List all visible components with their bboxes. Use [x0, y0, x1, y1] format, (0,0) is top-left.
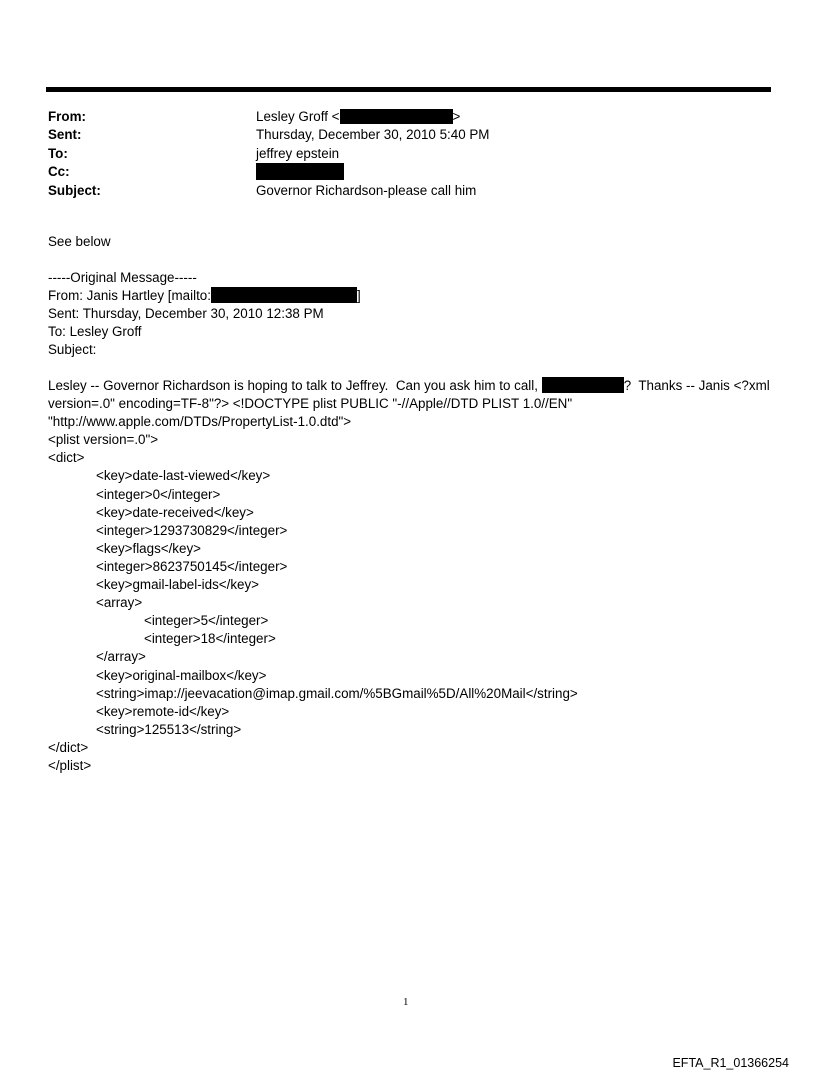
sent-label: Sent: — [48, 127, 82, 143]
message-text-start: Lesley -- Governor Richardson is hoping to talk to Jeffrey. Can you ask him to call, — [48, 378, 542, 393]
original-from-text: From: Janis Hartley [mailto: — [48, 288, 211, 304]
message-body — [48, 377, 783, 775]
xml-line: <integer>8623750145</integer> — [96, 558, 288, 574]
from-name: Lesley Groff < — [256, 109, 340, 124]
original-from-close: ] — [356, 288, 361, 304]
xml-line: <key>original-mailbox</key> — [96, 667, 267, 683]
from-close: > — [452, 109, 461, 124]
intro-block — [48, 233, 783, 251]
original-message-separator: -----Original Message----- — [48, 270, 197, 285]
xml-line: <integer>1293730829</integer> — [96, 522, 288, 538]
xml-line: <key>flags</key> — [96, 540, 201, 556]
xml-line: <key>remote-id</key> — [96, 703, 230, 719]
redacted-mailto — [211, 287, 357, 303]
xml-line: <integer>0</integer> — [96, 486, 221, 502]
original-to-line: To: Lesley Groff — [48, 324, 142, 340]
xml-line: <integer>5</integer> — [144, 613, 269, 629]
xml-line: "http://www.apple.com/DTDs/PropertyList-1.0.dtd"> — [48, 414, 352, 430]
xml-line: </plist> — [48, 757, 92, 773]
xml-line: <key>gmail-label-ids</key> — [96, 577, 260, 593]
original-message — [48, 269, 783, 359]
message-line — [48, 377, 783, 395]
cc-label: Cc: — [48, 164, 70, 180]
document-id: EFTA_R1_01366254 — [672, 1056, 789, 1070]
redacted-cc — [256, 163, 344, 180]
intro-text: See below — [48, 234, 111, 249]
cc-value — [256, 163, 344, 182]
subject-value: Governor Richardson-please call him — [256, 182, 477, 198]
original-subject-line: Subject: — [48, 342, 97, 358]
xml-line: <key>date-received</key> — [96, 504, 254, 520]
xml-line: <integer>18</integer> — [144, 631, 276, 647]
xml-line: <plist version=.0"> — [48, 432, 159, 448]
from-value — [256, 108, 460, 126]
page-number: 1 — [403, 996, 409, 1008]
subject-label: Subject: — [48, 182, 101, 198]
redacted-phone — [542, 377, 624, 393]
from-label: From: — [48, 109, 86, 124]
xml-line: <dict> — [48, 450, 85, 466]
original-from-line — [48, 287, 783, 305]
to-label: To: — [48, 145, 68, 161]
message-text-end: ? Thanks -- Janis <?xml — [623, 378, 770, 393]
xml-line: <string>imap://jeevacation@imap.gmail.com/%5BGmail%5D/All%20Mail</string> — [96, 685, 578, 701]
xml-line: </array> — [96, 649, 146, 665]
sent-value: Thursday, December 30, 2010 5:40 PM — [256, 127, 490, 143]
header-divider — [46, 87, 771, 92]
to-value: jeffrey epstein — [256, 145, 340, 161]
xml-line: version=.0" encoding=TF-8"?> <!DOCTYPE plist PUBLIC "-//Apple//DTD PLIST 1.0//EN" — [48, 396, 573, 412]
xml-line: </dict> — [48, 739, 89, 755]
xml-line: <array> — [96, 595, 143, 611]
xml-line: <key>date-last-viewed</key> — [96, 468, 271, 484]
xml-line: <string>125513</string> — [96, 721, 242, 737]
original-sent-line: Sent: Thursday, December 30, 2010 12:38 PM — [48, 306, 324, 322]
redacted-email — [340, 109, 453, 124]
